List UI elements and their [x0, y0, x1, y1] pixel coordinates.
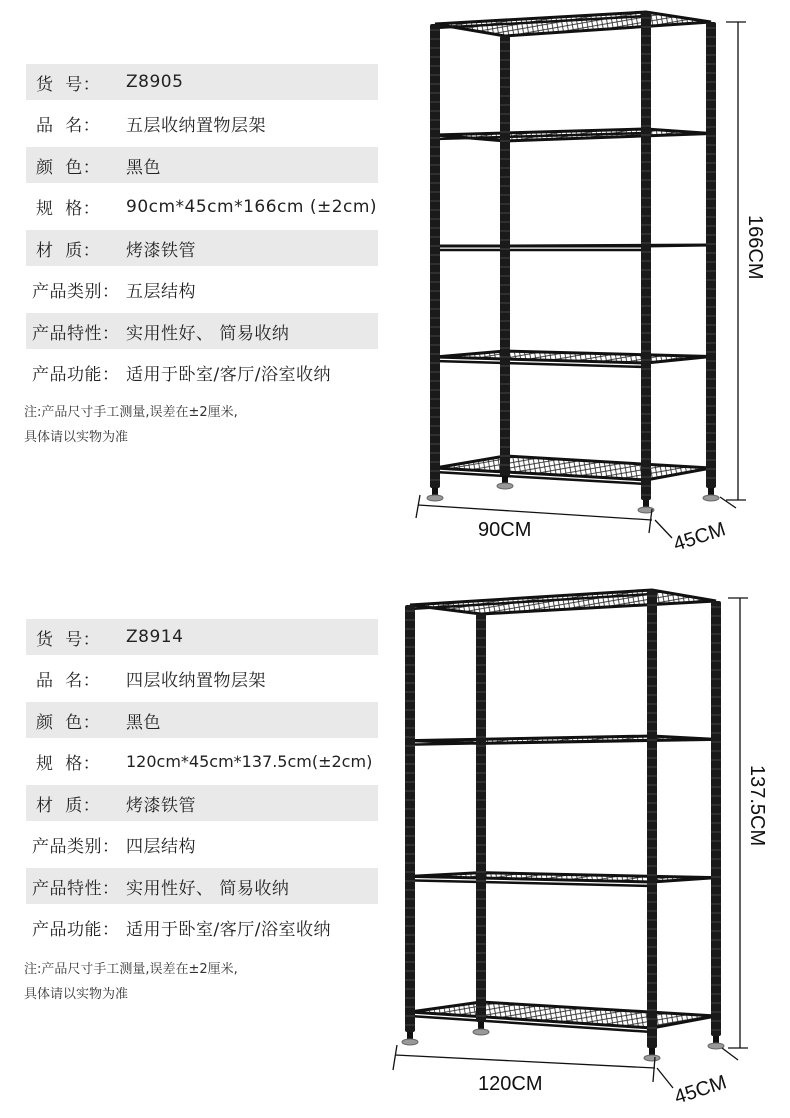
spec-row-dimensions	[26, 744, 378, 780]
wire-shelf-tier	[410, 736, 716, 745]
leveling-foot-pad	[473, 1029, 489, 1035]
wire-shelf-tier	[410, 873, 716, 886]
spec-value: 实用性好、 简易收纳	[126, 323, 290, 344]
spec-value: 五层收纳置物层架	[126, 116, 266, 136]
spec-row-product-name	[26, 661, 378, 697]
back-left-post	[473, 614, 489, 1035]
spec-row-category	[26, 272, 378, 308]
spec-label: 货 号：	[36, 74, 101, 95]
spec-value: 四层收纳置物层架	[126, 671, 266, 691]
shelf-diagram-product-1	[400, 0, 790, 560]
spec-value: 适用于卧室/客厅/浴室收纳	[126, 365, 331, 385]
spec-row-item-number	[26, 619, 378, 655]
spec-value: 黑色	[126, 157, 161, 178]
wire-shelf-tier	[435, 351, 711, 367]
spec-label: 产品特性：	[32, 878, 120, 899]
spec-label: 货 号：	[36, 629, 101, 650]
height-label: 137.5CM	[746, 765, 768, 847]
wire-shelf-tier	[435, 456, 711, 484]
spec-label: 产品类别：	[32, 837, 120, 857]
spec-label: 产品功能：	[32, 920, 120, 940]
shelf-mesh	[435, 245, 711, 246]
spec-value: 五层结构	[126, 282, 196, 302]
back-left-post	[497, 36, 513, 489]
spec-row-function	[26, 355, 378, 391]
leveling-foot-pad	[703, 495, 719, 501]
leveling-foot-pad	[402, 1039, 418, 1045]
depth-label: 45CM	[671, 1071, 730, 1109]
wire-shelf-tier	[435, 12, 711, 36]
post-tube	[706, 22, 716, 488]
spec-value: 烤漆铁管	[126, 240, 196, 261]
spec-label: 规 格：	[36, 754, 101, 774]
shelf-mesh	[410, 590, 716, 614]
shelf-mesh	[410, 1002, 716, 1028]
spec-value: 120cm*45cm*137.5cm(±2cm)	[126, 752, 373, 771]
spec-table-product-2	[26, 619, 378, 951]
spec-value: 90cm*45cm*166cm (±2cm)	[126, 196, 378, 217]
spec-value: 适用于卧室/客厅/浴室收纳	[126, 920, 331, 940]
height-label: 166CM	[744, 215, 766, 280]
note-line: 注:产品尺寸手工测量,误差在±2厘米,	[24, 405, 238, 420]
spec-value: Z8905	[126, 72, 184, 92]
spec-label: 品 名：	[36, 116, 101, 136]
shelf-diagram-product-2	[380, 560, 790, 1118]
spec-row-features	[26, 868, 378, 904]
spec-label: 产品类别：	[32, 282, 120, 302]
shelf-mesh	[435, 456, 711, 480]
spec-value: 烤漆铁管	[126, 795, 196, 816]
spec-value: Z8914	[126, 627, 184, 647]
front-right-post	[638, 12, 654, 513]
post-tube	[641, 12, 651, 500]
back-right-post	[708, 601, 724, 1049]
spec-row-material	[26, 785, 378, 821]
wire-shelf-tier	[410, 590, 716, 614]
note-line: 具体请以实物为准	[24, 430, 129, 445]
post-tube	[711, 601, 721, 1036]
spec-row-features	[26, 313, 378, 349]
spec-label: 产品功能：	[32, 365, 120, 385]
spec-row-function	[26, 910, 378, 946]
post-tube	[430, 24, 440, 488]
height-dimension-line	[726, 22, 746, 500]
note-line: 注:产品尺寸手工测量,误差在±2厘米,	[24, 962, 238, 977]
spec-label: 规 格：	[36, 199, 101, 219]
width-dimension-line	[416, 495, 652, 533]
wire-shelf-tier	[435, 129, 711, 141]
spec-table-product-1	[26, 64, 378, 396]
front-left-post	[402, 605, 418, 1045]
spec-row-material	[26, 230, 378, 266]
spec-label: 颜 色：	[36, 157, 101, 178]
spec-label: 品 名：	[36, 671, 101, 691]
spec-row-product-name	[26, 106, 378, 142]
width-label: 120CM	[478, 1073, 543, 1095]
measurement-note-product-2	[24, 957, 238, 1007]
measurement-note-product-1	[24, 400, 238, 450]
note-line: 具体请以实物为准	[24, 987, 129, 1002]
spec-row-category	[26, 827, 378, 863]
spec-row-color	[26, 147, 378, 183]
back-right-post	[703, 22, 719, 501]
spec-label: 产品特性：	[32, 323, 120, 344]
spec-value: 四层结构	[126, 837, 196, 857]
spec-value: 实用性好、 简易收纳	[126, 878, 290, 899]
front-right-post	[644, 590, 660, 1061]
spec-row-color	[26, 702, 378, 738]
leveling-foot-pad	[497, 483, 513, 489]
front-left-post	[427, 24, 443, 501]
leveling-foot-pad	[708, 1043, 724, 1049]
spec-label: 颜 色：	[36, 712, 101, 733]
post-tube	[500, 36, 510, 476]
spec-label: 材 质：	[36, 240, 101, 261]
wire-shelf-tier	[410, 1002, 716, 1032]
height-dimension-line	[728, 598, 748, 1048]
width-label: 90CM	[478, 519, 532, 541]
shelf-mesh	[435, 12, 711, 36]
leveling-foot-pad	[427, 495, 443, 501]
wire-shelf-tier	[435, 245, 711, 250]
spec-value: 黑色	[126, 712, 161, 733]
spec-row-item-number	[26, 64, 378, 100]
depth-label: 45CM	[670, 518, 729, 556]
spec-row-dimensions	[26, 189, 378, 225]
spec-label: 材 质：	[36, 795, 101, 816]
leveling-foot-pad	[644, 1055, 660, 1061]
